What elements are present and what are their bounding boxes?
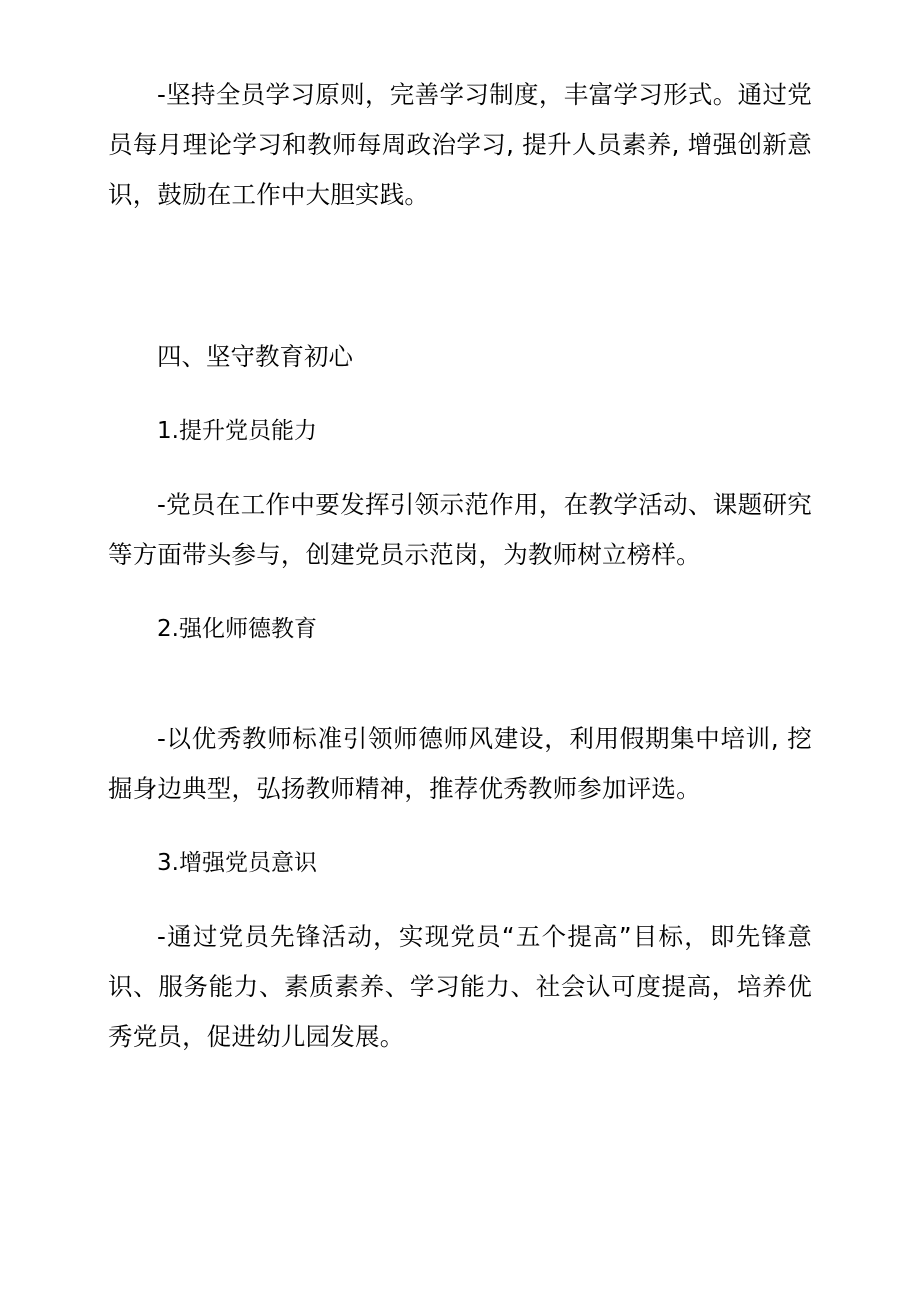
subheading-strengthen-teacher-ethics: 2.强化师德教育 — [157, 616, 317, 642]
paragraph-study-principle: -坚持全员学习原则，完善学习制度，丰富学习形式。通过党员每月理论学习和教师每周政治学习, 提升人员素养, 增强创新意识，鼓励在工作中大胆实践。 — [108, 80, 812, 209]
paragraph-strengthen-teacher-ethics: -以优秀教师标准引领师德师风建设，利用假期集中培训, 挖掘身边典型，弘扬教师精神，推荐优秀教师参加评选。 — [108, 724, 812, 803]
spacer — [108, 456, 812, 480]
paragraph-improve-party-member-ability: -党员在工作中要发挥引领示范作用，在教学活动、课题研究等方面带头参与，创建党员示范岗，为教师树立榜样。 — [108, 490, 812, 569]
paragraph-enhance-party-consciousness: -通过党员先锋活动，实现党员“五个提高”目标，即先锋意识、服务能力、素质素养、学习能力、社会认可度提高，培养优秀党员，促进幼儿园发展。 — [108, 922, 812, 1051]
spacer — [108, 814, 812, 838]
section-heading-four: 四、坚守教育初心 — [157, 342, 353, 371]
spacer — [108, 220, 812, 332]
spacer — [108, 580, 812, 604]
spacer — [108, 382, 812, 406]
subheading-enhance-party-consciousness: 3.增强党员意识 — [157, 850, 317, 876]
spacer — [108, 654, 812, 714]
spacer — [108, 888, 812, 912]
subheading-improve-party-member-ability: 1.提升党员能力 — [157, 418, 317, 444]
